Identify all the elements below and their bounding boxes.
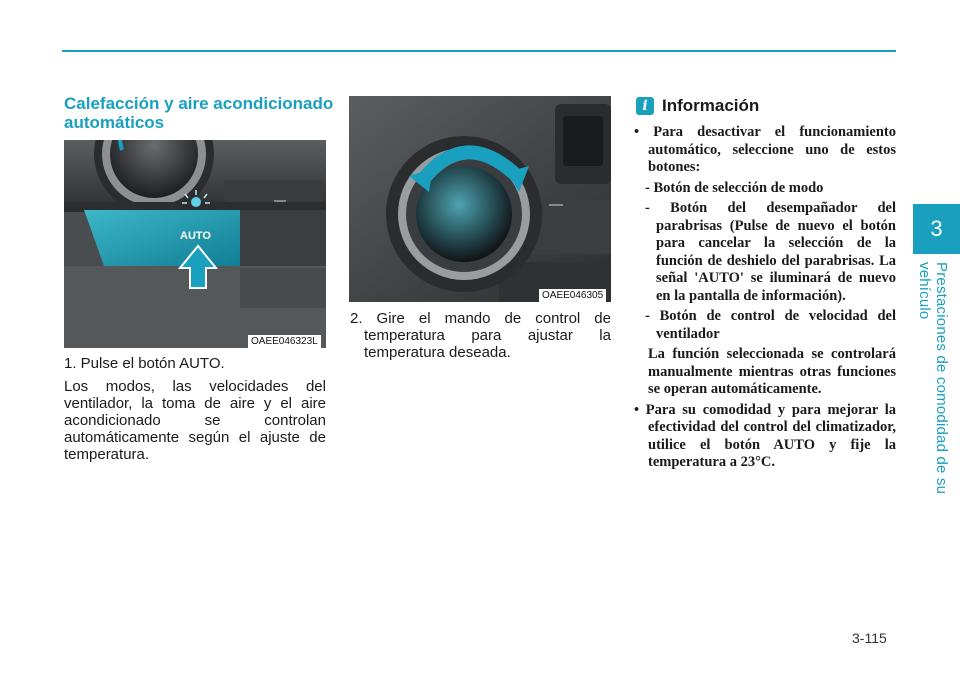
info-dash-1: - Botón de selección de modo	[645, 179, 824, 196]
body-paragraph: Los modos, las velocidades del ventilador, la toma de aire y el aire acondicionado se controlan automáticamente según el ajuste de temperatura.	[64, 378, 326, 463]
climate-panel-illustration	[64, 140, 326, 348]
page-number: 3-115	[852, 630, 887, 646]
info-bullet-1: • Para desactivar el funcionamiento automático, seleccione uno de estos botones:	[634, 124, 896, 175]
info-icon: i	[636, 97, 654, 115]
info-dash-2: - Botón del desempañador del parabrisas (Pulse de nuevo el botón para cancelar la selección de la función de deshielo del parabrisas. La señal 'AUTO' se iluminará de nuevo en la pantalla de información).	[645, 200, 896, 304]
step-2: 2. Gire el mando de control de temperatura para ajustar la temperatura deseada.	[350, 310, 611, 361]
chapter-number: 3	[930, 216, 943, 241]
chapter-tab	[913, 204, 960, 254]
section-title: Calefacción y aire acondicionado automáticos	[64, 94, 334, 132]
header-rule	[62, 50, 896, 52]
step-1: 1. Pulse el botón AUTO.	[64, 355, 225, 372]
figure-auto-button	[64, 140, 326, 348]
temperature-knob-illustration	[349, 96, 611, 302]
chapter-side-title: Prestaciones de comodidad de su vehículo	[916, 262, 950, 495]
figure-caption-middle: OAEE046305	[539, 289, 606, 302]
info-title: Información	[662, 96, 760, 115]
figure-caption-left: OAEE046323L	[248, 335, 321, 348]
info-bullet-2: • Para su comodidad y para mejorar la efectividad del control del climatizador, utilice el botón AUTO y fije la temperatura a 23°C.	[634, 401, 896, 470]
figure-temperature-knob	[349, 96, 611, 302]
auto-button-label: AUTO	[180, 230, 211, 242]
info-dash-3: - Botón de control de velocidad del ventilador	[645, 308, 896, 342]
info-header	[636, 96, 759, 116]
info-paragraph: La función seleccionada se controlará manualmente mientras otras funciones se operan automáticamente.	[648, 346, 896, 397]
info-body	[634, 124, 896, 475]
